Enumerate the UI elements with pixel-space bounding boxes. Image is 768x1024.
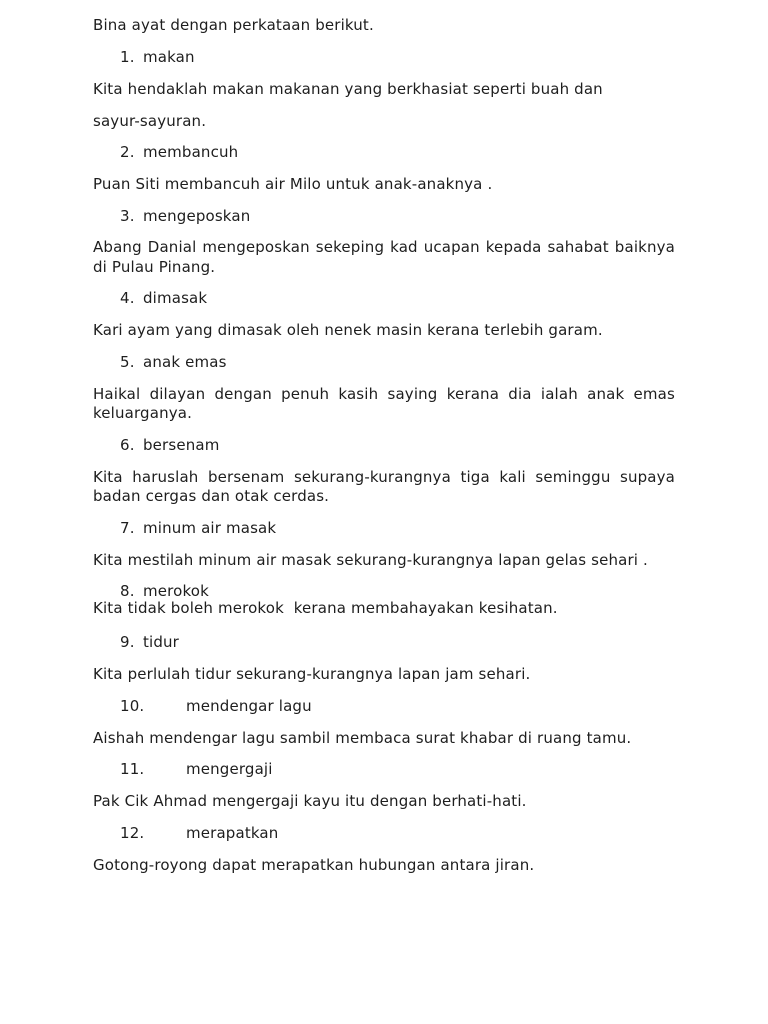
example-sentence: badan cergas dan otak cerdas. [93, 487, 330, 505]
item-number: 4. [120, 289, 135, 307]
item-number: 6. [120, 436, 135, 454]
example-sentence: Haikal dilayan dengan penuh kasih saying kerana dia ialah anak emas [93, 385, 675, 403]
example-sentence: Kita tidak boleh merokok kerana membahayakan kesihatan. [93, 599, 558, 617]
example-sentence: Kari ayam yang dimasak oleh nenek masin kerana terlebih garam. [93, 321, 603, 339]
example-sentence: Kita mestilah minum air masak sekurang-kurangnya lapan gelas sehari . [93, 551, 648, 569]
example-sentence: Kita hendaklah makan makanan yang berkhasiat seperti buah dan [93, 80, 603, 98]
item-word: anak emas [143, 353, 227, 371]
example-sentence: keluarganya. [93, 404, 193, 422]
example-sentence: Abang Danial mengeposkan sekeping kad ucapan kepada sahabat baiknya [93, 238, 675, 256]
item-number: 9. [120, 633, 135, 651]
item-word: mendengar lagu [186, 697, 312, 715]
item-word: membancuh [143, 143, 239, 161]
item-word: dimasak [143, 289, 208, 307]
item-word: tidur [143, 633, 179, 651]
item-number: 10. [120, 697, 145, 715]
item-word: merokok [143, 582, 209, 600]
example-sentence: Kita haruslah bersenam sekurang-kurangnya tiga kali seminggu supaya [93, 468, 675, 486]
item-word: minum air masak [143, 519, 277, 537]
example-sentence: Kita perlulah tidur sekurang-kurangnya lapan jam sehari. [93, 665, 531, 683]
item-word: mengeposkan [143, 207, 251, 225]
example-sentence: Puan Siti membancuh air Milo untuk anak-anaknya . [93, 175, 493, 193]
item-number: 7. [120, 519, 135, 537]
example-sentence: di Pulau Pinang. [93, 258, 216, 276]
item-word: merapatkan [186, 824, 279, 842]
item-number: 1. [120, 48, 135, 66]
item-word: makan [143, 48, 195, 66]
item-word: bersenam [143, 436, 220, 454]
example-sentence: Gotong-royong dapat merapatkan hubungan antara jiran. [93, 856, 535, 874]
example-sentence: sayur-sayuran. [93, 112, 207, 130]
example-sentence: Pak Cik Ahmad mengergaji kayu itu dengan berhati-hati. [93, 792, 527, 810]
example-sentence: Aishah mendengar lagu sambil membaca surat khabar di ruang tamu. [93, 729, 632, 747]
item-number: 8. [120, 582, 135, 600]
item-number: 11. [120, 760, 145, 778]
item-number: 2. [120, 143, 135, 161]
instruction-heading: Bina ayat dengan perkataan berikut. [93, 16, 374, 34]
item-number: 12. [120, 824, 145, 842]
item-number: 3. [120, 207, 135, 225]
item-word: mengergaji [186, 760, 273, 778]
item-number: 5. [120, 353, 135, 371]
